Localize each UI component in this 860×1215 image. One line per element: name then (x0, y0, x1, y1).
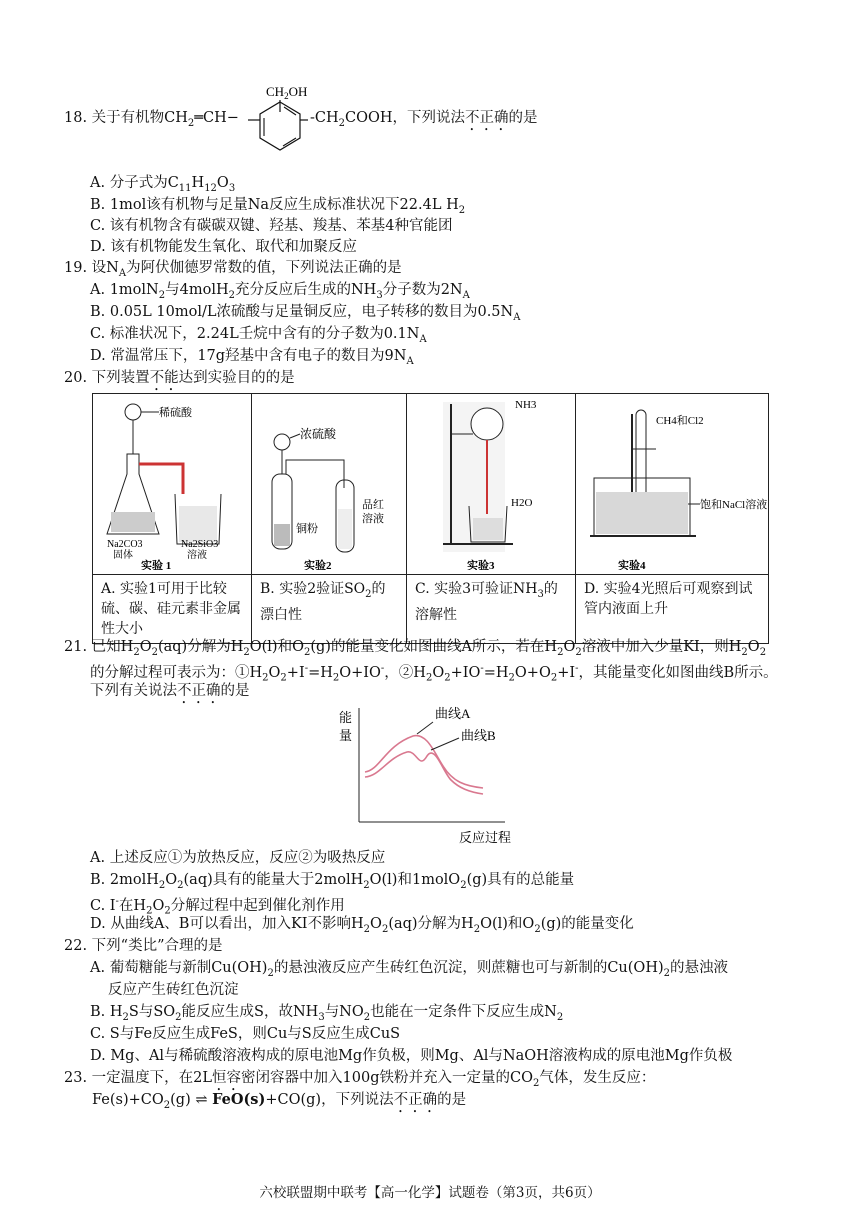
q22-opt-c: C. S与Fe反应生成FeS，则Cu与S反应生成CuS (90, 1026, 401, 1042)
curve-a (365, 736, 483, 788)
exp3-figure (407, 394, 576, 575)
svg-text:NH3: NH3 (515, 399, 537, 411)
q22-opt-a-2: 反应产生砖红色沉淀 (108, 982, 239, 998)
ylabel-1: 能 (339, 710, 353, 725)
q22-opt-d: D. Mg、Al与稀硫酸溶液构成的原电池Mg作负极，则Mg、Al与NaOH溶液构成的原电池Mg作负极 (90, 1048, 733, 1064)
ch2oh-label: $CH_2OH$ (266, 84, 308, 101)
q18-opt-d: D. 该有机物能发生氧化、取代和加聚反应 (90, 239, 357, 255)
svg-text:实验 1: 实验 1 (141, 560, 172, 570)
svg-text:浓硫酸: 浓硫酸 (300, 427, 337, 441)
q19-opt-d: D. 常温常压下，17g羟基中含有电子的数目为$9N_A$ (90, 348, 414, 367)
q23-stem: 23. 一定温度下，在2L恒容密闭容器中加入100g铁粉并充入一定量的$CO_2$气体，发生反应： (64, 1070, 656, 1089)
q21-stem-1: 21. 已知$H_2O_2(aq)$分解为$H_2O(l)$和$O_2(g)$的能量变化如图曲线A所示，若在$H_2O_2$溶液中加入少量KI，则$H_2O_2$ (64, 639, 767, 658)
q22-opt-b: B. $H_2S$与$SO_2$能反应生成S，故$NH_3$与$NO_2$也能在一定条件下反应生成$N_2$ (90, 1004, 564, 1023)
q18-opt-c: C. 该有机物含有碳碳双键、羟基、羧基、苯基4种官能团 (90, 218, 453, 234)
q21-stem-3: 下列有关说法不正确的是 (90, 683, 250, 699)
q20-stem: 20. 下列装置不能达到实验目的的是 (64, 370, 295, 386)
svg-text:Na2CO3: Na2CO3 (107, 539, 143, 550)
exp4-caption: D. 实验4光照后可观察到试管内液面上升 (576, 575, 769, 644)
q18-opt-b: B. 1mol该有机物与足量Na反应生成标准状况下22.4L $H_2$ (90, 197, 466, 216)
exp4-figure (576, 394, 769, 575)
q18-stem-tail: $-CH_2COOH$，下列说法不正确的是 (310, 110, 538, 129)
q23-equation: $Fe(s)+CO_2(g)$ ⇌ FeO(s)+CO(g)，下列说法不正确的是 (92, 1091, 467, 1111)
svg-text:实验2: 实验2 (304, 560, 332, 570)
svg-text:Na2SiO3: Na2SiO3 (181, 539, 219, 550)
q19-stem: 19. 设$N_A$为阿伏伽德罗常数的值，下列说法正确的是 (64, 260, 402, 279)
q21-opt-d: D. 从曲线A、B可以看出，加入KI不影响$H_2O_2(aq)$分解为$H_2O(l)$和$O_2(g)$的能量变化 (90, 916, 634, 935)
q22-stem: 22. 下列“类比”合理的是 (64, 938, 223, 954)
curve-a-label: 曲线A (435, 706, 471, 721)
q21-opt-b: B. $2molH_2O_2(aq)$具有的能量大于2molH$_2$O(l)和1molO$_2$(g)具有的总能量 (90, 872, 575, 891)
svg-text:溶液: 溶液 (187, 550, 207, 561)
svg-text:稀硫酸: 稀硫酸 (159, 407, 192, 419)
svg-text:实验4: 实验4 (618, 560, 646, 570)
svg-text:铜粉: 铜粉 (296, 523, 318, 535)
q19-opt-a: A. 1molN$_2$与4molH$_2$充分反应后生成的$NH_3$分子数为$2N_A$ (90, 282, 470, 301)
xlabel: 反应过程 (459, 830, 512, 845)
ylabel-2: 量 (339, 728, 353, 743)
q19-opt-b: B. 0.05L 10mol/L浓硫酸与足量铜反应，电子转移的数目为$0.5N_A$ (90, 304, 521, 323)
experiment-table (92, 393, 769, 644)
q21-opt-a: A. 上述反应①为放热反应，反应②为吸热反应 (90, 850, 386, 866)
q21-stem-2: 的分解过程可表示为：$①H_2O_2+I^-=H_2O+IO^-$，$②H_2O_2+IO^-=H_2O+O_2+I^-$，其能量变化如图曲线B所示。 (90, 663, 778, 684)
svg-text:溶液: 溶液 (362, 513, 384, 525)
q19-opt-c: C. 标准状况下，2.24L壬烷中含有的分子数为$0.1N_A$ (90, 326, 427, 345)
q18-opt-a: A. 分子式为$C_{11}H_{12}O_3$ (90, 175, 236, 194)
q22-opt-a-1: A. 葡萄糖能与新制$Cu(OH)_2$的悬浊液反应产生砖红色沉淀，则蔗糖也可与新制的$Cu(OH)_2$的悬浊液 (90, 960, 728, 979)
q21-opt-c: C. I-在$H_2O_2$分解过程中起到催化剂作用 (90, 896, 345, 917)
energy-chart (335, 702, 545, 848)
svg-text:饱和NaCl溶液: 饱和NaCl溶液 (700, 499, 768, 511)
curve-b-label: 曲线B (461, 728, 496, 743)
exp3-caption: C. 实验3可验证$NH_3$的溶解性 (407, 575, 576, 644)
exp2-figure (252, 394, 407, 575)
page-footer: 六校联盟期中联考【高一化学】试题卷（第3页，共6页） (259, 1185, 601, 1201)
svg-text:固体: 固体 (113, 550, 133, 561)
svg-text:实验3: 实验3 (467, 560, 495, 570)
q18-stem: 18. 关于有机物$CH_2═CH-$ (64, 110, 239, 129)
svg-text:品红: 品红 (362, 499, 384, 511)
exp1-caption: A. 实验1可用于比较硫、碳、硅元素非金属性大小 (93, 575, 252, 644)
svg-text:H2O: H2O (511, 497, 533, 509)
exp1-figure (93, 394, 252, 575)
exp2-caption: B. 实验2验证$SO_2$的漂白性 (252, 575, 407, 644)
svg-text:CH4和Cl2: CH4和Cl2 (656, 415, 704, 427)
